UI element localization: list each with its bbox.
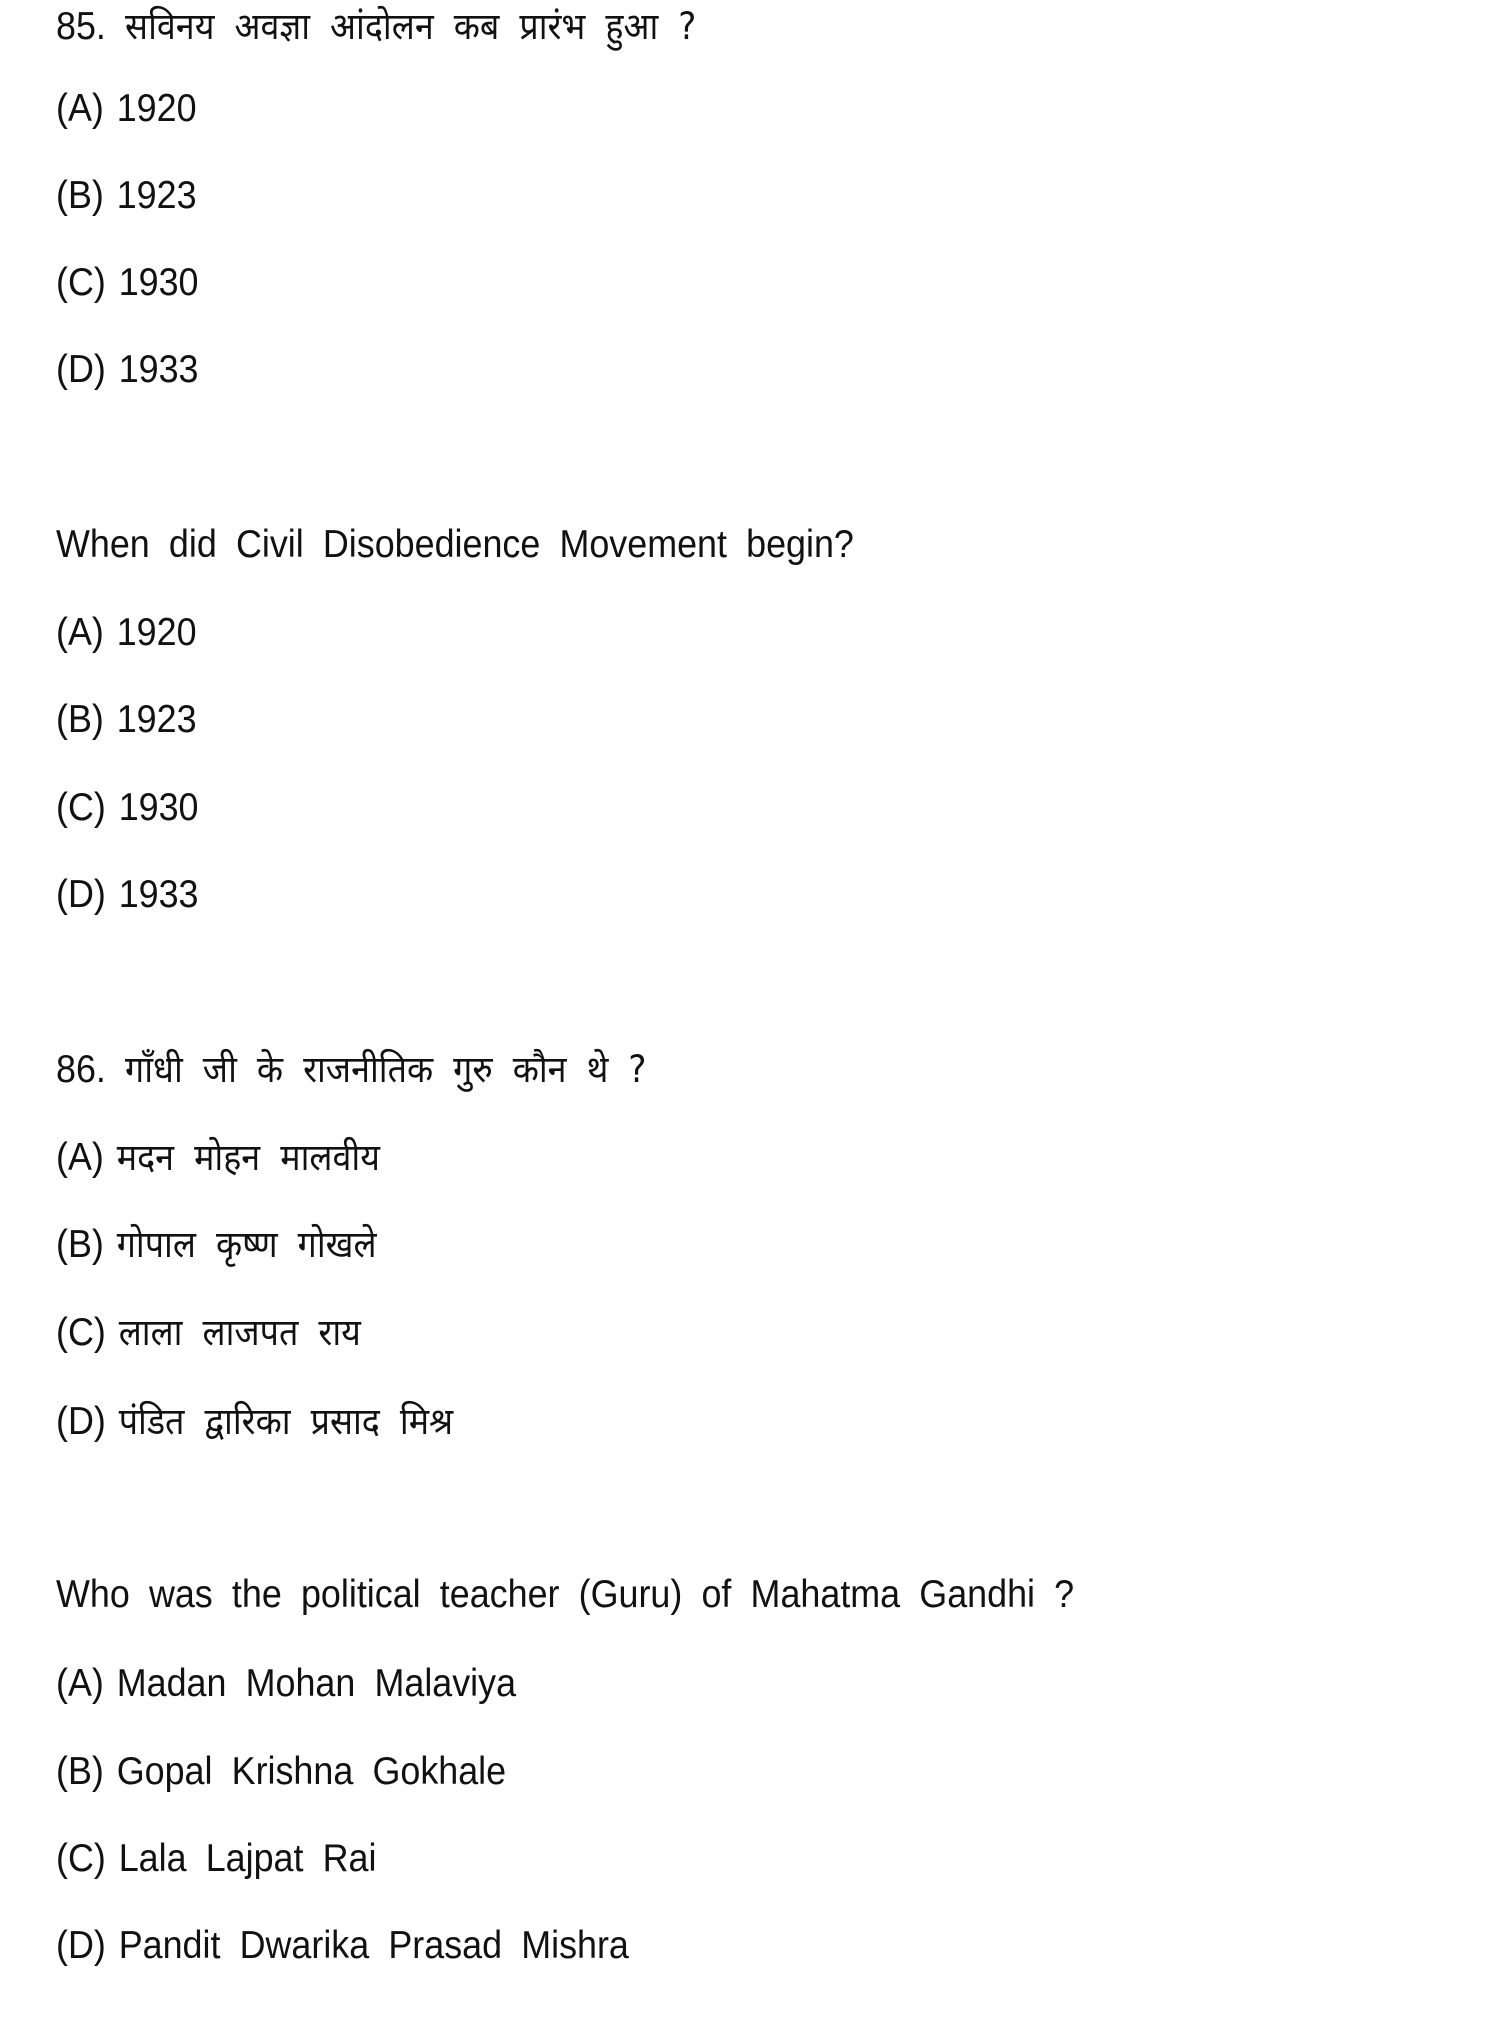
question-86-hindi [56,1047,646,1093]
option-b [56,1222,377,1268]
option-text: Lala Lajpat Rai [118,1837,377,1880]
option-label: (B) [56,698,104,741]
question-number: 85. [56,5,106,48]
option-text: Gopal Krishna Gokhale [116,1750,507,1793]
option-label: (D) [56,1400,106,1443]
option-label: (C) [56,1311,106,1354]
option-d [56,872,199,918]
option-label: (A) [56,87,104,130]
option-text: 1923 [116,698,197,741]
option-label: (B) [56,1750,104,1793]
option-label: (D) [56,1924,106,1967]
question-text: सविनय अवज्ञा आंदोलन कब प्रारंभ हुआ ? [125,5,697,48]
option-label: (A) [56,1662,104,1705]
option-text: 1920 [116,87,197,130]
option-a [56,86,197,132]
option-b [56,1749,506,1795]
question-text: When did Civil Disobedience Movement begin? [56,523,854,566]
question-85-english [56,522,854,568]
option-a [56,1135,380,1181]
option-text: Madan Mohan Malaviya [116,1662,517,1705]
option-text: 1930 [118,261,199,304]
option-text: 1920 [116,611,197,654]
option-label: (D) [56,348,106,391]
question-85-hindi [56,4,696,50]
option-text: 1933 [118,873,199,916]
option-c [56,1310,361,1356]
option-label: (B) [56,174,104,217]
option-b [56,173,197,219]
option-text: 1930 [118,786,199,829]
option-c [56,1836,376,1882]
question-number: 86. [56,1048,106,1091]
question-text: गाँधी जी के राजनीतिक गुरु कौन थे ? [125,1048,647,1091]
question-86-english [56,1572,1074,1618]
question-text: Who was the political teacher (Guru) of Mahatma Gandhi ? [56,1573,1075,1616]
option-d [56,347,199,393]
option-c [56,785,199,831]
option-a [56,610,197,656]
option-text: गोपाल कृष्ण गोखले [116,1223,377,1266]
option-label: (C) [56,261,106,304]
option-label: (C) [56,1837,106,1880]
option-label: (A) [56,611,104,654]
option-d [56,1399,453,1445]
option-b [56,697,197,743]
option-label: (A) [56,1136,104,1179]
option-text: मदन मोहन मालवीय [116,1136,380,1179]
option-label: (B) [56,1223,104,1266]
option-text: 1933 [118,348,199,391]
option-a [56,1661,516,1707]
option-text: पंडित द्वारिका प्रसाद मिश्र [118,1400,454,1443]
option-text: लाला लाजपत राय [118,1311,361,1354]
option-text: 1923 [116,174,197,217]
option-label: (C) [56,786,106,829]
option-d [56,1923,629,1969]
option-text: Pandit Dwarika Prasad Mishra [118,1924,629,1967]
option-c [56,260,199,306]
option-label: (D) [56,873,106,916]
